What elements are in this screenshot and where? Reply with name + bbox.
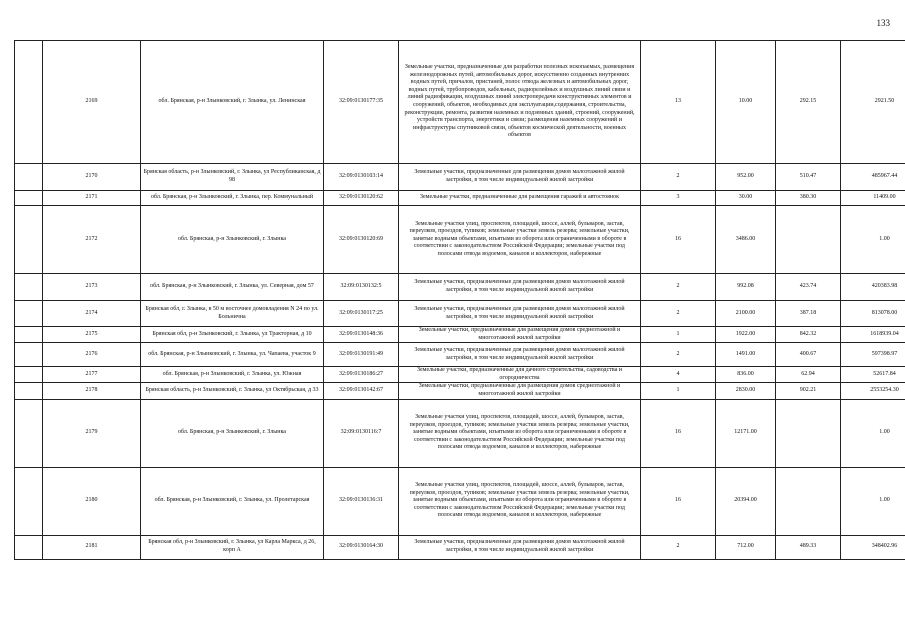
- cadastral-number: 32:09:0130164:30: [324, 535, 399, 559]
- specific-value: 510.47: [776, 164, 841, 191]
- specific-value: 292.15: [776, 41, 841, 164]
- table-row: [15, 301, 905, 327]
- area: 712.00: [716, 535, 776, 559]
- area: 1491.00: [716, 343, 776, 367]
- cadastral-value: 813078.00: [841, 301, 905, 327]
- area: 2100.00: [716, 301, 776, 327]
- cadastral-value: 1618939.04: [841, 327, 905, 343]
- cadastral-number: 32:09:0130142:67: [324, 383, 399, 399]
- cadastral-value: 11409.00: [841, 191, 905, 206]
- address: обл. Брянская, р-н Злынковский, г. Злынка, ул. Северная, дом 57: [141, 274, 324, 301]
- land-use-description: Земельные участки, предназначенные для размещения домов среднеэтажной и многоэтажной жилой застройки: [399, 383, 641, 399]
- group-code: 16: [641, 399, 716, 467]
- table-row: [15, 164, 905, 191]
- cadastral-number: 32:09:0130191:49: [324, 343, 399, 367]
- record-number: 2176: [43, 343, 141, 367]
- cadastral-number: 32:09:0130132:5: [324, 274, 399, 301]
- specific-value: [776, 399, 841, 467]
- record-number: 2170: [43, 164, 141, 191]
- address: обл. Брянская, р-н Злынковский, г. Злынка, пер. Коммунальный: [141, 191, 324, 206]
- record-number: 2174: [43, 301, 141, 327]
- address: обл. Брянская, р-н Злынковский, г. Злынка, ул. Пролетарская: [141, 467, 324, 535]
- group-code: 3: [641, 191, 716, 206]
- address: Брянская область, р-н Злынковский, г. Злынка, ул Октябрьская, д 33: [141, 383, 324, 399]
- area: 10.00: [716, 41, 776, 164]
- record-number: 2179: [43, 399, 141, 467]
- blank-cell: [15, 383, 43, 399]
- table-row: [15, 191, 905, 206]
- blank-cell: [15, 367, 43, 383]
- table-row: [15, 343, 905, 367]
- land-use-description: Земельные участки, предназначенные для размещения домов малоэтажной жилой застройки, в том числе индивидуальной жилой застройки: [399, 343, 641, 367]
- specific-value: [776, 467, 841, 535]
- table-row: [15, 274, 905, 301]
- address: Брянская обл, р-н Злынковский, г. Злынка, ул Карла Маркса, д 26, корп А: [141, 535, 324, 559]
- blank-cell: [15, 301, 43, 327]
- blank-cell: [15, 206, 43, 274]
- blank-cell: [15, 191, 43, 206]
- group-code: 2: [641, 535, 716, 559]
- land-use-description: Земельные участки, предназначенные для размещения домов малоэтажной жилой застройки, в том числе индивидуальной жилой застройки: [399, 164, 641, 191]
- land-use-description: Земельные участки, предназначенные для размещения домов малоэтажной жилой застройки, в том числе индивидуальной жилой застройки: [399, 535, 641, 559]
- address: обл. Брянская, р-н Злынковский, г. Злынка: [141, 399, 324, 467]
- registry-body: [15, 41, 905, 560]
- specific-value: 489.33: [776, 535, 841, 559]
- specific-value: 400.67: [776, 343, 841, 367]
- blank-cell: [15, 343, 43, 367]
- cadastral-number: 32:09:0130116:7: [324, 399, 399, 467]
- cadastral-value: 52617.84: [841, 367, 905, 383]
- cadastral-value: 420383.98: [841, 274, 905, 301]
- cadastral-value: 1.00: [841, 467, 905, 535]
- specific-value: 902.21: [776, 383, 841, 399]
- record-number: 2177: [43, 367, 141, 383]
- group-code: 16: [641, 467, 716, 535]
- address: Брянская область, р-н Злынковский, г. Злынка, ул Республиканская, д 98: [141, 164, 324, 191]
- blank-cell: [15, 327, 43, 343]
- specific-value: 842.32: [776, 327, 841, 343]
- cadastral-number: 32:09:0130120:69: [324, 206, 399, 274]
- cadastral-number: 32:09:0130103:14: [324, 164, 399, 191]
- cadastral-number: 32:09:0130120:62: [324, 191, 399, 206]
- specific-value: 62.94: [776, 367, 841, 383]
- cadastral-value: 597398.97: [841, 343, 905, 367]
- area: 30.00: [716, 191, 776, 206]
- blank-cell: [15, 274, 43, 301]
- specific-value: 387.18: [776, 301, 841, 327]
- cadastral-number: 32:09:0130117:25: [324, 301, 399, 327]
- group-code: 4: [641, 367, 716, 383]
- specific-value: 423.74: [776, 274, 841, 301]
- specific-value: [776, 206, 841, 274]
- cadastral-number: 32:09:0130177:35: [324, 41, 399, 164]
- record-number: 2172: [43, 206, 141, 274]
- group-code: 2: [641, 164, 716, 191]
- record-number: 2181: [43, 535, 141, 559]
- cadastral-value: 348402.96: [841, 535, 905, 559]
- cadastral-value: 1.00: [841, 206, 905, 274]
- table-row: [15, 41, 905, 164]
- land-use-description: Земельные участки, предназначенные для размещения домов среднеэтажной и многоэтажной жилой застройки: [399, 327, 641, 343]
- page-number: 133: [876, 18, 890, 28]
- cadastral-value: 485967.44: [841, 164, 905, 191]
- address: обл. Брянская, р-н Злынковский, г. Злынка, ул. Чапаева, участок 9: [141, 343, 324, 367]
- table-row: [15, 535, 905, 559]
- land-use-description: Земельные участки улиц, проспектов, площадей, шоссе, аллей, бульваров, застав, переулков, проездов, тупиков; земельные участки земель резерва; земельные участки, занятые водными объектами, изъятыми из оборота или ограниченными в обороте в соответствии с законодательством Российской Федерации; земельные участки под полосами отвода водоемов, каналов и коллекторов, набережные: [399, 206, 641, 274]
- area: 12171.00: [716, 399, 776, 467]
- area: 20394.00: [716, 467, 776, 535]
- land-use-description: Земельные участки улиц, проспектов, площадей, шоссе, аллей, бульваров, застав, переулков, проездов, тупиков; земельные участки земель резерва; земельные участки, занятые водными объектами, изъятыми из оборота или ограниченными в обороте в соответствии с законодательством Российской Федерации; земельные участки под полосами отвода водоемов, каналов и коллекторов, набережные: [399, 467, 641, 535]
- specific-value: 380.30: [776, 191, 841, 206]
- area: 1922.00: [716, 327, 776, 343]
- group-code: 16: [641, 206, 716, 274]
- record-number: 2173: [43, 274, 141, 301]
- group-code: 2: [641, 343, 716, 367]
- blank-cell: [15, 41, 43, 164]
- land-use-description: Земельные участки, предназначенные для разработки полезных ископаемых, размещения железнодорожных путей, автомобильных дорог, искусственно созданных внутренних водных путей, причалов, пристаней, полос отвода железных и автомобильных дорог, водных путей, трубопроводов, кабельных, радиорелейных и воздушных линий связи и линий радиофикации, воздушных линий электропередачи конструктивных элементов и сооружений, объектов, необходимых для эксплуатации,содержания, строительства, реконструкции, ремонта, развития наземных и подземных зданий, строений, сооружений, устройств транспорта, энергетики и связи; размещения наземных сооружений и инфраструктуры спутниковой связи, объектов космической деятельности, военных объектов: [399, 41, 641, 164]
- cadastral-value: 2553254.30: [841, 383, 905, 399]
- cadastral-value: 2921.50: [841, 41, 905, 164]
- record-number: 2171: [43, 191, 141, 206]
- land-registry-table: [14, 40, 905, 560]
- table-row: [15, 206, 905, 274]
- group-code: 1: [641, 383, 716, 399]
- blank-cell: [15, 467, 43, 535]
- area: 836.00: [716, 367, 776, 383]
- record-number: 2178: [43, 383, 141, 399]
- blank-cell: [15, 535, 43, 559]
- group-code: 13: [641, 41, 716, 164]
- table-row: [15, 467, 905, 535]
- land-use-description: Земельные участки, предназначенные для размещения домов малоэтажной жилой застройки, в том числе индивидуальной жилой застройки: [399, 301, 641, 327]
- area: 952.00: [716, 164, 776, 191]
- record-number: 2180: [43, 467, 141, 535]
- cadastral-number: 32:09:0130186:27: [324, 367, 399, 383]
- blank-cell: [15, 164, 43, 191]
- cadastral-value: 1.00: [841, 399, 905, 467]
- address: обл. Брянская, р-н Злынковский, г. Злынка, ул. Ленинская: [141, 41, 324, 164]
- table-row: [15, 383, 905, 399]
- blank-cell: [15, 399, 43, 467]
- group-code: 2: [641, 274, 716, 301]
- land-use-description: Земельные участки, предназначенные для размещения гаражей и автостоянок: [399, 191, 641, 206]
- land-use-description: Земельные участки, предназначенные для дачного строительства, садоводства и огородничества: [399, 367, 641, 383]
- table-row: [15, 367, 905, 383]
- table-row: [15, 399, 905, 467]
- group-code: 1: [641, 327, 716, 343]
- record-number: 2169: [43, 41, 141, 164]
- record-number: 2175: [43, 327, 141, 343]
- cadastral-number: 32:09:0130148:36: [324, 327, 399, 343]
- address: Брянская обл, р-н Злынковский, г. Злынка, ул Тракторная, д 10: [141, 327, 324, 343]
- area: 3486.00: [716, 206, 776, 274]
- table-row: [15, 327, 905, 343]
- address: Брянская обл, г. Злынка, в 50 м восточнее домовладения N 24 по ул. Больнична: [141, 301, 324, 327]
- land-use-description: Земельные участки улиц, проспектов, площадей, шоссе, аллей, бульваров, застав, переулков, проездов, тупиков; земельные участки земель резерва; земельные участки, занятые водными объектами, изъятыми из оборота или ограниченными в обороте в соответствии с законодательством Российской Федерации; земельные участки под полосами отвода водоемов, каналов и коллекторов, набережные: [399, 399, 641, 467]
- cadastral-number: 32:09:0130136:31: [324, 467, 399, 535]
- address: обл. Брянская, р-н Злынковский, г. Злынка, ул. Южная: [141, 367, 324, 383]
- area: 2830.00: [716, 383, 776, 399]
- group-code: 2: [641, 301, 716, 327]
- address: обл. Брянская, р-н Злынковский, г. Злынка: [141, 206, 324, 274]
- area: 992.08: [716, 274, 776, 301]
- land-use-description: Земельные участки, предназначенные для размещения домов малоэтажной жилой застройки, в том числе индивидуальной жилой застройки: [399, 274, 641, 301]
